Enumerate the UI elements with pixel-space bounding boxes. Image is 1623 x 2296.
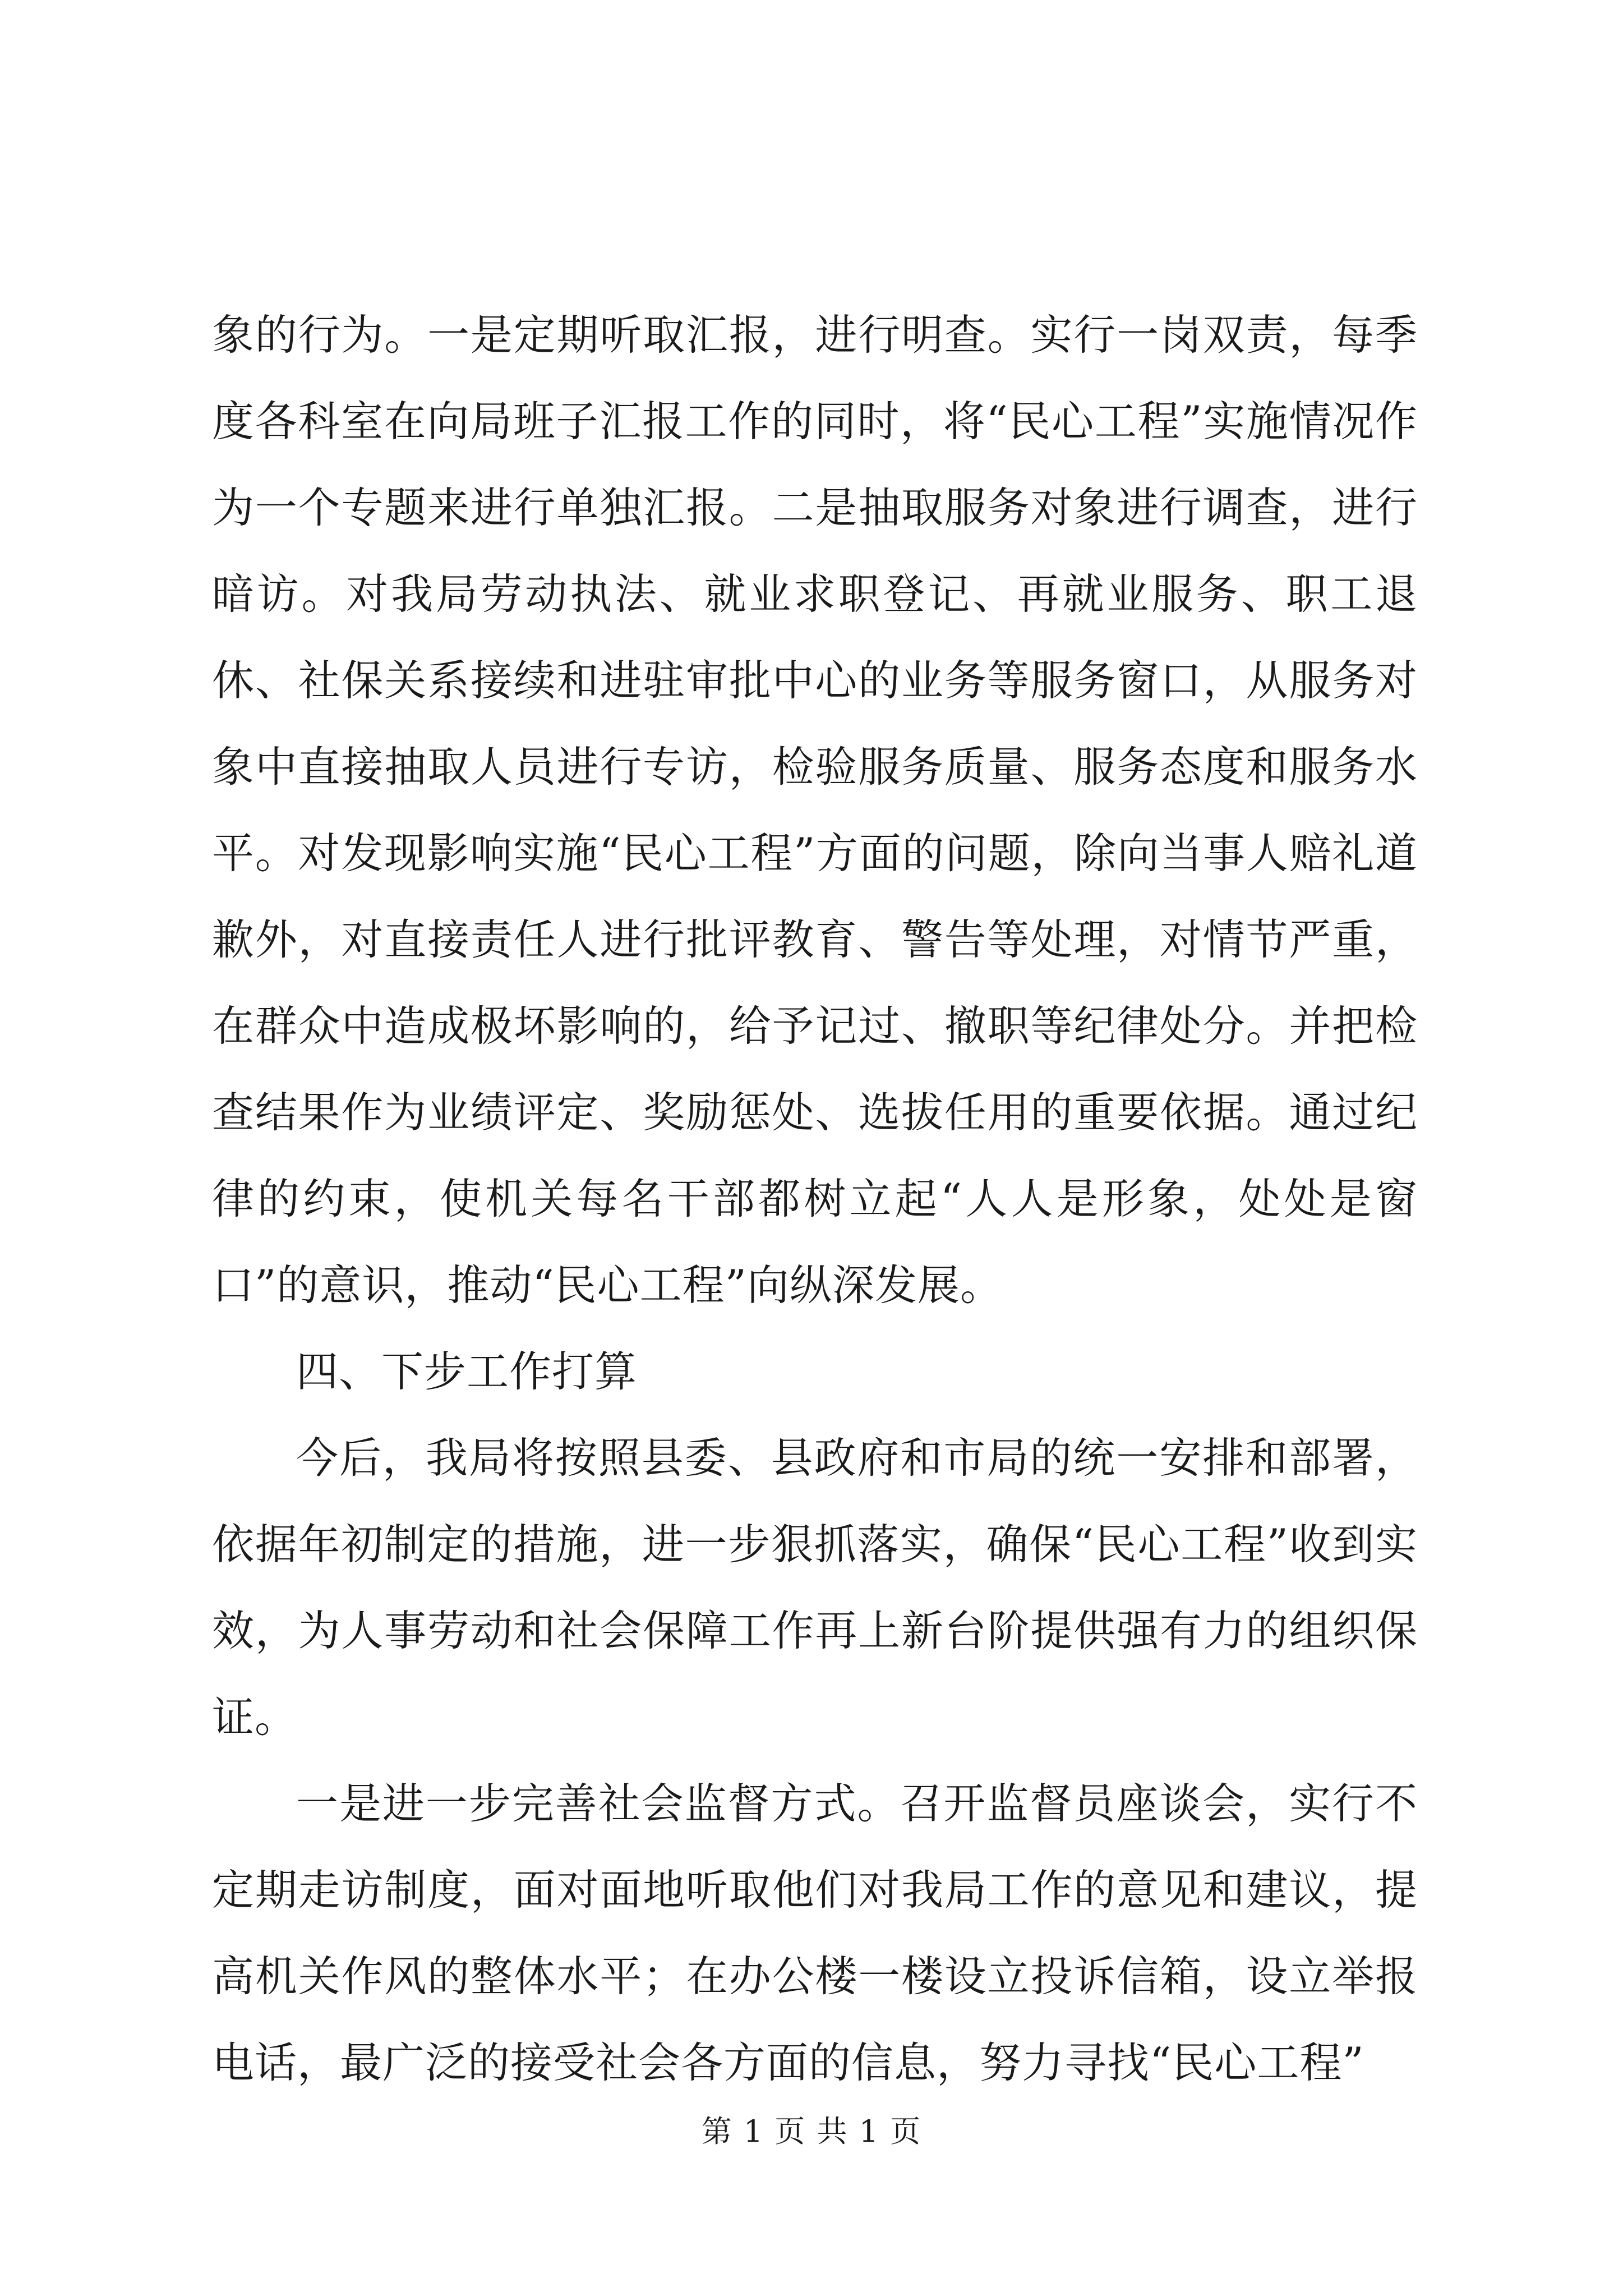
section-heading: 四、下步工作打算 bbox=[296, 1347, 638, 1396]
document-body bbox=[212, 292, 1418, 2106]
paragraph-4: 一是进一步完善社会监督方式。召开监督员座谈会，实行不定期走访制度，面对面地听取他们对我局工作的意见和建议，提高机关作风的整体水平；在办公楼一楼设立投诉信箱，设立举报电话，最广泛的接受社会各方面的信息，努力寻找“民心工程” bbox=[212, 1779, 1418, 2087]
page-footer: 第 1 页 共 1 页 bbox=[701, 2114, 922, 2149]
paragraph-3: 今后，我局将按照县委、县政府和市局的统一安排和部署，依据年初制定的措施，进一步狠抓落实，确保“民心工程”收到实效，为人事劳动和社会保障工作再上新台阶提供强有力的组织保证。 bbox=[212, 1433, 1418, 1742]
paragraph-1: 象的行为。一是定期听取汇报，进行明查。实行一岗双责，每季度各科室在向局班子汇报工作的同时，将“民心工程”实施情况作为一个专题来进行单独汇报。二是抽取服务对象进行调查，进行暗访。对我局劳动执法、就业求职登记、再就业服务、职工退休、社保关系接续和进驻审批中心的业务等服务窗口，从服务对象中直接抽取人员进行专访，检验服务质量、服务态度和服务水平。对发现影响实施“民心工程”方面的问题，除向当事人赔礼道歉外，对直接责任人进行批评教育、警告等处理，对情节严重，在群众中造成极坏影响的，给予记过、撤职等纪律处分。并把检查结果作为业绩评定、奖励惩处、选拔任用的重要依据。通过纪律的约束，使机关每名干部都树立起“人人是形象，处处是窗口”的意识，推动“民心工程”向纵深发展。 bbox=[212, 310, 1418, 1310]
